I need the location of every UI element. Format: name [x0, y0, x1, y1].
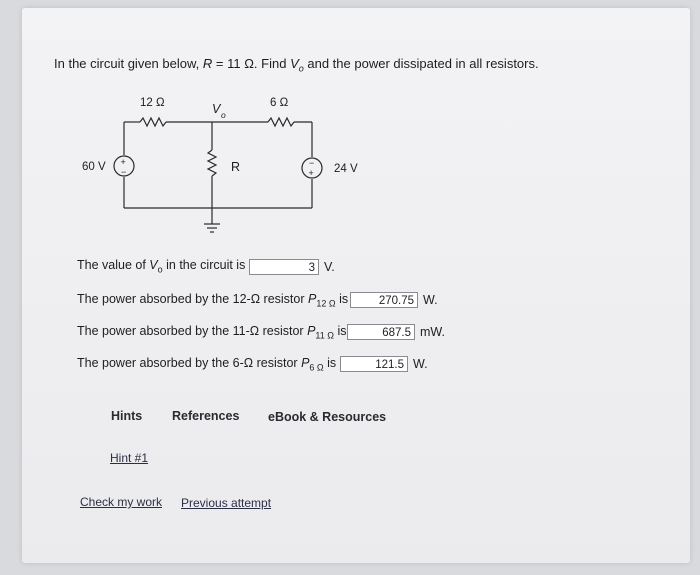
row-p6-symbol: P	[301, 356, 310, 370]
hint-1-link[interactable]: Hint #1	[110, 451, 149, 465]
source-24v-plus: +	[308, 168, 314, 178]
row-p12	[77, 292, 348, 309]
source-24v-minus: −	[309, 158, 315, 168]
question-vo-symbol: V	[290, 56, 299, 71]
row-p11-sub: 11 Ω	[315, 330, 334, 341]
label-6-ohm: 6 Ω	[270, 97, 289, 109]
row-p6-sub: 6 Ω	[309, 362, 324, 373]
row-p11-prefix: The power absorbed by the 11-Ω resistor	[77, 324, 304, 338]
label-r: R	[231, 160, 241, 174]
label-24v: 24 V	[334, 163, 358, 175]
tab-ebook-resources[interactable]: eBook & Resources	[268, 410, 387, 424]
resistor-r-zigzag	[208, 150, 216, 176]
source-60v-plus: +	[120, 157, 126, 167]
tab-references[interactable]: References	[172, 409, 240, 423]
vo-answer-field[interactable]: 3	[249, 259, 319, 275]
label-vo: V	[212, 102, 221, 116]
label-12-ohm: 12 Ω	[140, 97, 165, 109]
row-p12-symbol: P	[308, 292, 317, 306]
row-p12-sub: 12 Ω	[316, 298, 336, 309]
row-p11-symbol: P	[307, 324, 316, 338]
resistor-12-zigzag	[140, 118, 166, 126]
question-r-symbol: R	[202, 56, 213, 71]
row-vo-suffix: in the circuit is	[166, 258, 246, 272]
row-p12-suffix: is	[339, 292, 349, 306]
question-vo-sub: o	[298, 63, 304, 74]
vo-unit: V.	[324, 260, 335, 274]
p11-unit: mW.	[420, 325, 445, 339]
row-p11-suffix: is	[337, 324, 347, 338]
question-r-value: = 11 Ω. Find	[215, 56, 287, 71]
previous-attempt-link[interactable]: Previous attempt	[181, 496, 272, 510]
p6-unit: W.	[413, 357, 428, 371]
row-vo	[77, 258, 245, 275]
p6-answer-field[interactable]: 121.5	[340, 356, 408, 372]
row-p6-prefix: The power absorbed by the 6-Ω resistor	[77, 356, 298, 370]
row-vo-prefix: The value of	[77, 258, 146, 272]
row-p6-suffix: is	[327, 356, 337, 370]
row-vo-sub: o	[157, 264, 163, 275]
check-my-work-link[interactable]: Check my work	[80, 495, 163, 509]
row-p12-prefix: The power absorbed by the 12-Ω resistor	[77, 292, 305, 306]
label-60v: 60 V	[82, 161, 106, 173]
p11-answer-field[interactable]: 687.5	[347, 324, 415, 340]
question-suffix: and the power dissipated in all resistors.	[307, 56, 539, 71]
question-prefix: In the circuit given below,	[54, 56, 200, 71]
source-60v-minus: −	[121, 167, 127, 177]
row-p11	[77, 324, 347, 341]
p12-unit: W.	[423, 293, 438, 307]
row-p6	[77, 356, 336, 373]
tab-hints[interactable]: Hints	[111, 409, 143, 423]
label-vo-sub: o	[221, 110, 226, 120]
row-vo-symbol: V	[149, 258, 158, 272]
p12-answer-field[interactable]: 270.75	[350, 292, 418, 308]
resistor-6-zigzag	[268, 118, 294, 126]
